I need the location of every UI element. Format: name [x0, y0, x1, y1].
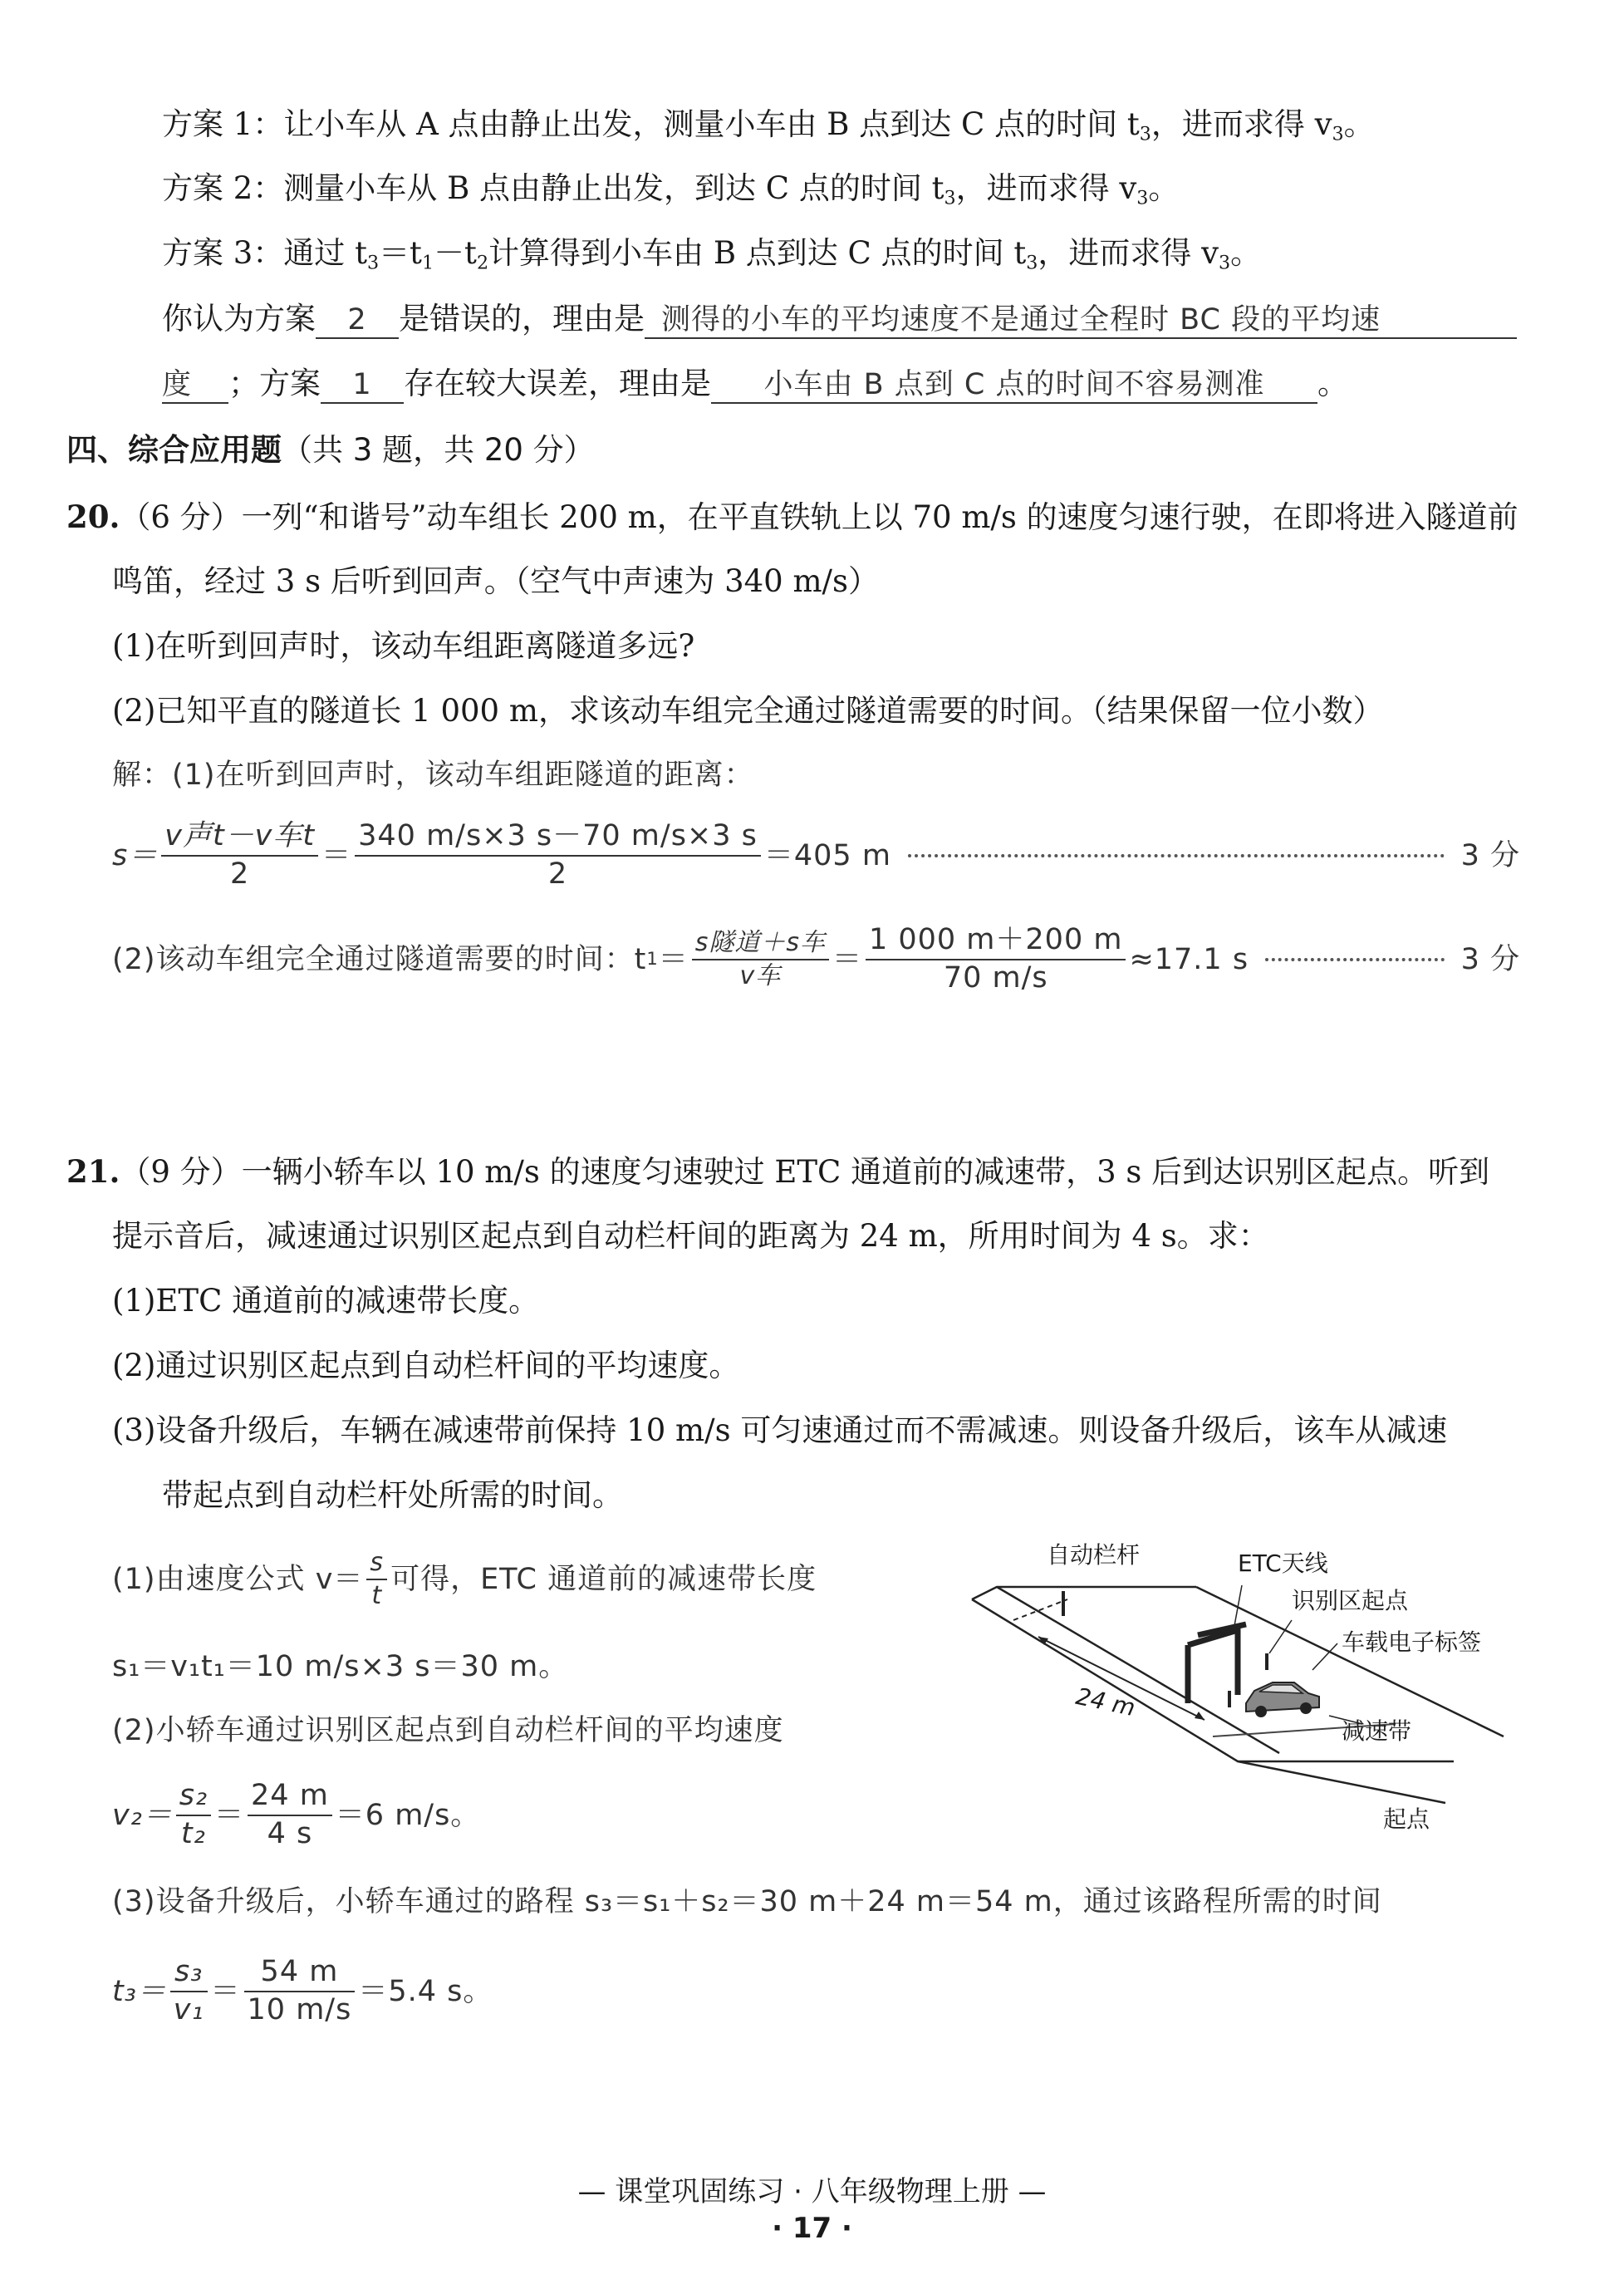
- car-icon: [1246, 1682, 1319, 1717]
- answer-wrong-scheme: 2: [316, 302, 399, 339]
- scheme-question: 你认为方案 2 是错误的，理由是 测得的小车的平均速度不是通过全程时 BC 段的平均速: [162, 301, 1517, 339]
- etc-figure: [964, 1537, 1528, 1836]
- label-antenna: ETC天线: [1238, 1550, 1328, 1577]
- q21-line2: 提示音后，减速通过识别区起点到自动栏杆间的距离为 24 m，所用时间为 4 s。求：: [112, 1218, 1269, 1254]
- q21-answer-1b: s₁＝v₁t₁＝10 m/s×3 s＝30 m。: [112, 1650, 569, 1683]
- label-distance: 24 m: [1073, 1682, 1138, 1722]
- q21-answer-3-formula: t₃＝ $\frac{\text{s₃}}{\text{v₁}}$ ＝ $\frac{54 m}{10 m/s}$ ＝5.4 s。: [112, 1955, 493, 2026]
- scheme-1: 方案 1：让小车从 A 点由静止出发，测量小车由 B 点到达 C 点的时间 $t_3$，进而求得 $v_3$。: [162, 106, 1375, 145]
- q20-solution-1: 解：(1)在听到回声时，该动车组距隧道的距离：: [112, 759, 754, 792]
- q21-part3-cont: 带起点到自动栏杆处所需的时间。: [162, 1477, 623, 1513]
- scheme-question-cont: 度 ；方案 1 存在较大误差，理由是 小车由 B 点到 C 点的时间不容易测准 。: [162, 366, 1348, 404]
- q21-answer-2: (2)小轿车通过识别区起点到自动栏杆间的平均速度: [112, 1714, 784, 1747]
- section-title: 四、综合应用题（共 3 题，共 20 分）: [66, 432, 595, 468]
- scheme-3: 方案 3：通过 $t_3=t_1-t_2$计算得到小车由 B 点到达 C 点的时间 $t_3$，进而求得 $v_3$。: [162, 235, 1262, 274]
- q20-formula-2: (2)该动车组完全通过隧道需要的时间：t 1 ＝ $\frac{\text{s隧道＋s车}}{\text{v车}}$ ＝ $\frac{1 000 m+200 m}{70 m/s}$ ≈17.1 s 3 分: [112, 923, 1520, 995]
- page-number: · 17 ·: [772, 2212, 852, 2245]
- label-zone-start: 识别区起点: [1292, 1587, 1409, 1614]
- label-speed-bump: 减速带: [1342, 1717, 1412, 1745]
- footer-title: — 课堂巩固练习 · 八年级物理上册 —: [577, 2175, 1047, 2208]
- answer-error-scheme: 1: [321, 367, 404, 404]
- q20-line1: 20.（6 分）一列“和谐号”动车组长 200 m，在平直铁轨上以 70 m/s 的速度匀速行驶，在即将进入隧道前: [66, 499, 1519, 535]
- score-1: 3 分: [1460, 838, 1520, 872]
- label-gate: 自动栏杆: [1047, 1541, 1141, 1569]
- answer-reason-1-end: 度: [162, 367, 228, 404]
- label-tag: 车载电子标签: [1342, 1628, 1482, 1656]
- answer-reason-2: 小车由 B 点到 C 点的时间不容易测准: [711, 367, 1317, 404]
- scheme-2: 方案 2：测量小车从 B 点由静止出发，到达 C 点的时间 $t_3$，进而求得 $v_3$。: [162, 170, 1180, 209]
- q20-part2: (2)已知平直的隧道长 1 000 m，求该动车组完全通过隧道需要的时间。（结果保留一位小数）: [112, 693, 1384, 729]
- q20-part1: (1)在听到回声时，该动车组距离隧道多远?: [112, 628, 695, 664]
- q21-part1: (1)ETC 通道前的减速带长度。: [112, 1283, 540, 1319]
- q21-part3: (3)设备升级后，车辆在减速带前保持 10 m/s 可匀速通过而不需减速。则设备升级后，该车从减速: [112, 1412, 1448, 1448]
- q20-line2: 鸣笛，经过 3 s 后听到回声。（空气中声速为 340 m/s）: [112, 563, 879, 599]
- label-start: 起点: [1383, 1805, 1430, 1833]
- q21-answer-2-formula: v₂＝ $\frac{\text{s₂}}{\text{t₂}}$ ＝ $\frac{24 m}{4 s}$ ＝6 m/s。: [112, 1779, 481, 1850]
- q21-part2: (2)通过识别区起点到自动栏杆间的平均速度。: [112, 1348, 740, 1383]
- q21-answer-3: (3)设备升级后，小轿车通过的路程 s₃＝s₁＋s₂＝30 m＋24 m＝54 m，通过该路程所需的时间: [112, 1885, 1382, 1918]
- q20-formula-1: s＝ $\frac{\text{v声t－v车t}}{2}$ ＝ $\frac{340 m/s\times 3 s-70 m/s\times 3 s}{2}$ ＝405 m 3 分: [112, 819, 1520, 891]
- answer-reason-1: 测得的小车的平均速度不是通过全程时 BC 段的平均速: [645, 302, 1517, 339]
- etc-road-diagram: [964, 1537, 1528, 1836]
- q21-answer-1: (1)由速度公式 v＝ $\frac{s}{t}$ 可得，ETC 通道前的减速带长度: [112, 1548, 817, 1610]
- q21-line1: 21.（9 分）一辆小轿车以 10 m/s 的速度匀速驶过 ETC 通道前的减速带，3 s 后到达识别区起点。听到: [66, 1153, 1490, 1190]
- score-2: 3 分: [1460, 942, 1520, 976]
